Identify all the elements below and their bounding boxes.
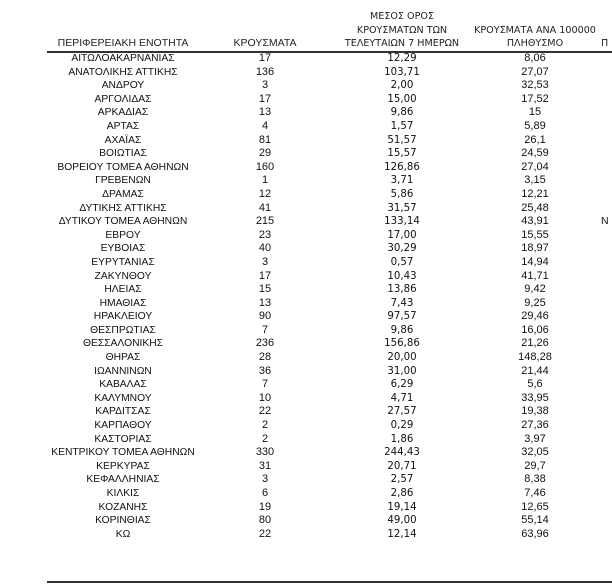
per100k-cell: 32,05 [521,446,549,459]
mean7-cell: 31,57 [387,202,417,214]
extra-cell [601,242,612,256]
table-row [0,242,612,256]
mean7-cell: 10,43 [387,270,417,282]
extra-cell [601,202,612,216]
cases-cell: 80 [258,514,272,527]
region-name-cell: ΑΙΤΩΛΟΑΚΑΡΝΑΝΙΑΣ [71,53,175,64]
per100k-cell: 33,95 [521,391,549,404]
extra-cell [601,446,612,460]
region-name-cell: ΒΟΙΩΤΙΑΣ [99,148,147,160]
cases-cell: 41 [258,201,272,214]
per100k-cell: 8,06 [524,52,546,64]
table-row [0,270,612,284]
cases-cell: 15 [258,283,272,296]
extra-cell [601,161,612,175]
region-name-cell: ΑΡΓΟΛΙΔΑΣ [94,93,152,105]
table-row [0,365,612,379]
extra-cell [601,270,612,284]
table-row [0,324,612,338]
per100k-cell: 12,65 [521,500,549,513]
header-region: ΠΕΡΙΦΕΡΕΙΑΚΗ ΕΝΟΤΗΤΑ [57,37,189,49]
cases-cell: 36 [258,364,272,377]
mean7-cell: 17,00 [387,229,417,241]
header-mean-line2: ΚΡΟΥΣΜΑΤΩΝ ΤΩΝ [356,24,448,36]
region-name-cell: ΖΑΚΥΝΘΟΥ [94,270,152,282]
cases-cell: 160 [255,160,275,173]
region-name-cell: ΗΡΑΚΛΕΙΟΥ [93,311,153,323]
cases-cell: 81 [258,133,272,146]
extra-cell [601,93,612,107]
cases-cell: 23 [258,228,272,241]
per100k-cell: 3,15 [524,174,546,187]
per100k-cell: 9,42 [524,283,546,296]
mean7-cell: 51,57 [387,134,417,146]
extra-cell [601,256,612,270]
cases-cell: 7 [261,323,269,336]
extra-cell [601,310,612,324]
table-row [0,256,612,270]
per100k-cell: 27,04 [521,160,549,173]
cases-cell: 3 [261,79,269,92]
mean7-cell: 0,29 [390,420,414,432]
cases-cell: 40 [258,242,272,255]
mean7-cell: 126,86 [384,161,420,173]
extra-cell [601,147,612,161]
cases-cell: 17 [258,92,272,105]
extra-cell [601,392,612,406]
mean7-cell: 13,86 [387,284,417,296]
per100k-cell: 17,52 [521,92,549,105]
table-row [0,337,612,351]
per100k-cell: 5,6 [527,378,543,391]
table-row [0,528,612,542]
table-row [0,52,612,66]
region-name-cell: ΒΟΡΕΙΟΥ ΤΟΜΕΑ ΑΘΗΝΩΝ [57,161,189,173]
cases-cell: 2 [261,432,269,445]
table-row [0,66,612,80]
extra-cell [601,528,612,542]
cases-cell: 22 [258,405,272,418]
region-name-cell: ΘΕΣΠΡΩΤΙΑΣ [90,324,156,336]
table-row [0,120,612,134]
extra-cell [601,419,612,433]
per100k-cell: 148,28 [518,351,552,364]
mean7-cell: 49,00 [387,515,417,527]
cases-cell: 3 [261,255,269,268]
extra-cell [601,283,612,297]
table-row [0,229,612,243]
mean7-cell: 15,00 [387,93,417,105]
extra-cell [601,460,612,474]
extra-cell [601,473,612,487]
extra-cell [601,134,612,148]
extra-cell [601,378,612,392]
region-name-cell: ΘΕΣΣΑΛΟΝΙΚΗΣ [82,338,164,350]
per100k-cell: 18,97 [521,242,549,255]
per100k-cell: 27,07 [521,65,549,78]
mean7-cell: 244,43 [384,447,420,459]
extra-cell [601,433,612,447]
table-row [0,161,612,175]
header-mean-line3: ΤΕΛΕΥΤΑΙΩΝ 7 ΗΜΕΡΩΝ [344,38,460,49]
table-row [0,93,612,107]
per100k-cell: 32,53 [521,79,549,92]
extra-cell [601,174,612,188]
per100k-cell: 3,97 [524,432,546,445]
extra-cell [601,337,612,351]
table-row [0,501,612,515]
mean7-cell: 19,14 [387,501,417,513]
table-row [0,392,612,406]
region-name-cell: ΚΟΖΑΝΗΣ [98,501,148,513]
header-mean-line1: ΜΕΣΟΣ ΟΡΟΣ [369,11,434,22]
region-name-cell: ΕΥΒΟΙΑΣ [100,243,146,255]
table-row [0,446,612,460]
mean7-cell: 156,86 [384,338,420,350]
extra-cell [601,405,612,419]
cases-cell: 90 [258,310,272,323]
extra-cell [601,365,612,379]
cases-cell: 17 [258,52,272,64]
table-row [0,283,612,297]
header-extra-partial: Π [601,38,609,49]
region-name-cell: ΗΛΕΙΑΣ [104,284,142,296]
mean7-cell: 103,71 [384,66,420,78]
extra-cell [601,324,612,338]
region-name-cell: ΕΥΡΥΤΑΝΙΑΣ [91,256,155,268]
region-name-cell: ΚΕΡΚΥΡΑΣ [96,460,150,472]
cases-cell: 3 [261,473,269,486]
cases-cell: 19 [258,500,272,513]
region-name-cell: ΙΩΑΝΝΙΝΩΝ [94,365,152,377]
region-name-cell: ΚΑΛΥΜΝΟΥ [94,392,152,404]
region-name-cell: ΗΜΑΘΙΑΣ [99,297,147,309]
mean7-cell: 4,71 [390,392,414,404]
per100k-cell: 24,59 [521,147,549,160]
mean7-cell: 97,57 [387,311,417,323]
extra-cell [601,188,612,202]
cases-cell: 6 [261,487,269,499]
region-name-cell: ΚΑΣΤΟΡΙΑΣ [94,433,152,445]
per100k-cell: 55,14 [521,514,549,527]
table-row [0,297,612,311]
per100k-cell: 21,26 [521,337,549,350]
region-name-cell: ΑΡΚΑΔΙΑΣ [97,107,149,119]
header-per100k-line2: ΠΛΗΘΥΣΜΟ [506,38,564,49]
per100k-cell: 16,06 [521,323,549,336]
extra-cell [601,66,612,80]
region-name-cell: ΚΙΛΚΙΣ [106,488,140,499]
extra-cell [601,79,612,93]
region-name-cell: ΑΧΑΪΑΣ [104,134,142,146]
per100k-cell: 27,36 [521,419,549,432]
per100k-cell: 25,48 [521,201,549,214]
table-row [0,460,612,474]
table-row [0,106,612,120]
mean7-cell: 0,57 [390,256,414,268]
region-name-cell: ΚΩ [115,528,131,540]
region-name-cell: ΚΕΝΤΡΙΚΟΥ ΤΟΜΕΑ ΑΘΗΝΩΝ [51,447,195,459]
extra-cell: Ν [601,215,609,228]
table-row [0,188,612,202]
table-body [0,52,612,541]
cases-cell: 2 [261,419,269,432]
header-cases: ΚΡΟΥΣΜΑΤΑ [233,37,297,49]
table-row [0,174,612,188]
per100k-cell: 19,38 [521,405,549,418]
per100k-cell: 43,91 [521,215,549,228]
per100k-cell: 5,89 [524,119,546,132]
mean7-cell: 133,14 [384,216,420,228]
region-name-cell: ΘΗΡΑΣ [105,352,141,364]
region-name-cell: ΚΟΡΙΝΘΙΑΣ [95,515,151,527]
cases-cell: 22 [258,527,272,540]
table-row [0,310,612,324]
per100k-cell: 29,7 [524,459,546,472]
per100k-cell: 15,55 [521,228,549,241]
cases-cell: 28 [258,351,272,364]
cases-cell: 215 [255,215,275,228]
mean7-cell: 15,57 [387,148,417,160]
table-row [0,378,612,392]
table-row [0,433,612,447]
mean7-cell: 12,29 [387,53,417,64]
extra-cell [601,501,612,515]
mean7-cell: 5,86 [390,188,414,200]
extra-cell [601,229,612,243]
mean7-cell: 3,71 [390,175,414,187]
cases-cell: 4 [261,119,269,132]
per100k-cell: 9,25 [524,296,546,309]
region-name-cell: ΔΥΤΙΚΟΥ ΤΟΜΕΑ ΑΘΗΝΩΝ [58,216,188,228]
cases-cell: 13 [258,296,272,309]
table-row [0,405,612,419]
extra-cell [601,487,612,501]
mean7-cell: 9,86 [390,324,414,336]
extra-cell [601,52,612,66]
region-name-cell: ΚΕΦΑΛΛΗΝΙΑΣ [86,474,160,486]
cases-cell: 13 [258,106,272,119]
per100k-cell: 41,71 [521,269,549,282]
table-row [0,202,612,216]
table-row [0,147,612,161]
mean7-cell: 27,57 [387,406,417,418]
region-name-cell: ΑΝΑΤΟΛΙΚΗΣ ΑΤΤΙΚΗΣ [68,66,178,78]
extra-cell [601,351,612,365]
mean7-cell: 1,86 [390,433,414,445]
table-row [0,215,612,229]
per100k-cell: 15 [528,106,542,119]
bottom-rule [47,581,612,583]
extra-cell [601,120,612,134]
mean7-cell: 20,00 [387,352,417,364]
table-row [0,473,612,487]
per100k-cell: 63,96 [521,527,549,540]
cases-cell: 12 [258,187,272,200]
extra-cell [601,297,612,311]
per100k-cell: 7,46 [524,487,546,499]
header-per100k-line1: ΚΡΟΥΣΜΑΤΑ ΑΝΑ 100000 [474,24,596,36]
cases-cell: 7 [261,378,269,391]
region-name-cell: ΕΒΡΟΥ [105,229,141,241]
cases-cell: 10 [258,391,272,404]
region-name-cell: ΚΑΡΠΑΘΟΥ [94,420,152,432]
mean7-cell: 2,00 [390,80,414,92]
region-name-cell: ΓΡΕΒΕΝΩΝ [95,175,151,187]
table-row [0,351,612,365]
mean7-cell: 7,43 [390,297,414,309]
region-name-cell: ΔΡΑΜΑΣ [102,188,144,200]
extra-cell [601,514,612,528]
table-row [0,487,612,501]
cases-cell: 136 [255,65,275,78]
cases-cell: 31 [258,459,272,472]
region-name-cell: ΚΑΡΔΙΤΣΑΣ [95,406,151,418]
cases-cell: 236 [255,337,275,350]
mean7-cell: 12,14 [387,528,417,540]
mean7-cell: 2,57 [390,474,414,486]
per100k-cell: 14,94 [521,255,549,268]
table-row [0,419,612,433]
per100k-cell: 26,1 [524,133,546,146]
mean7-cell: 20,71 [387,460,417,472]
table-row [0,134,612,148]
mean7-cell: 1,57 [390,120,414,132]
region-name-cell: ΔΥΤΙΚΗΣ ΑΤΤΙΚΗΣ [79,202,167,214]
per100k-cell: 12,21 [521,187,549,200]
region-name-cell: ΑΡΤΑΣ [106,120,140,132]
cases-cell: 330 [255,446,275,459]
table-row [0,514,612,528]
mean7-cell: 2,86 [390,488,414,499]
region-name-cell: ΑΝΔΡΟΥ [101,80,145,92]
mean7-cell: 31,00 [387,365,417,377]
region-name-cell: ΚΑΒΑΛΑΣ [99,379,147,391]
cases-cell: 17 [258,269,272,282]
mean7-cell: 30,29 [387,243,417,255]
per100k-cell: 29,46 [521,310,549,323]
table-row [0,79,612,93]
per100k-cell: 21,44 [521,364,549,377]
extra-cell [601,106,612,120]
cases-cell: 29 [258,147,272,160]
cases-cell: 1 [261,174,269,187]
mean7-cell: 6,29 [390,379,414,391]
mean7-cell: 9,86 [390,107,414,119]
per100k-cell: 8,38 [524,473,546,486]
